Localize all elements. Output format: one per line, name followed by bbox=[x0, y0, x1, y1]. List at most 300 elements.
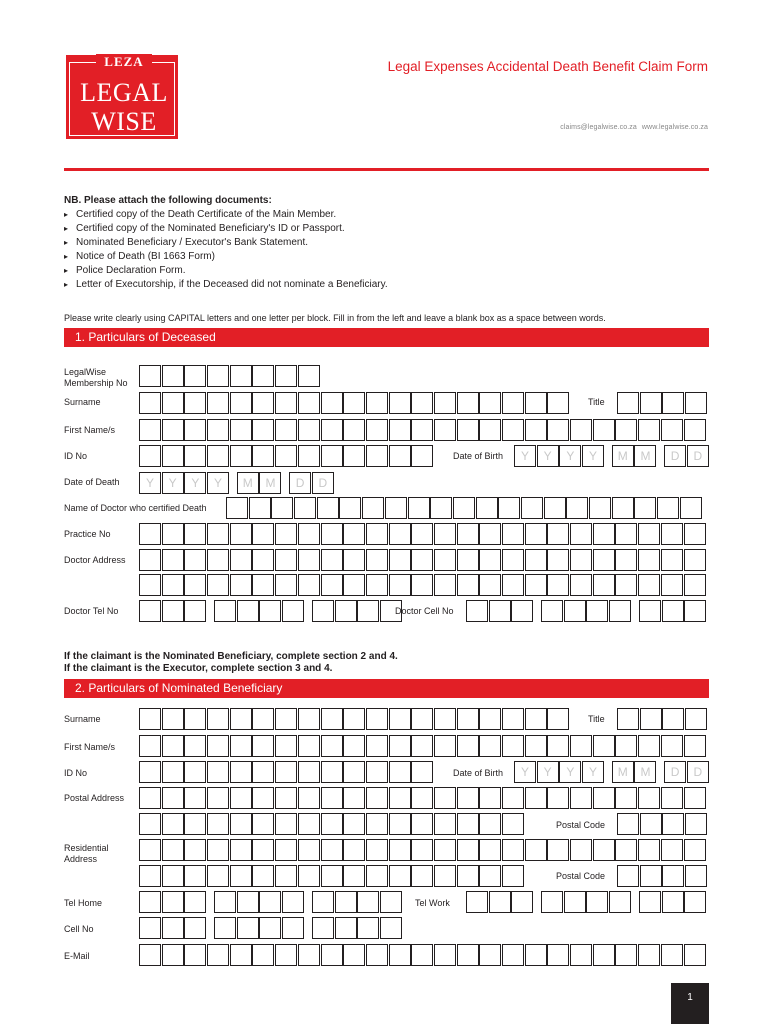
char-box[interactable] bbox=[662, 708, 684, 730]
char-box[interactable] bbox=[411, 419, 433, 441]
char-box[interactable] bbox=[162, 787, 184, 809]
char-box[interactable] bbox=[479, 787, 501, 809]
char-box[interactable] bbox=[661, 735, 683, 757]
char-box[interactable] bbox=[252, 365, 274, 387]
char-box[interactable] bbox=[502, 708, 524, 730]
char-box[interactable] bbox=[366, 761, 388, 783]
char-box[interactable] bbox=[162, 813, 184, 835]
char-box[interactable] bbox=[502, 735, 524, 757]
char-box[interactable] bbox=[237, 917, 259, 939]
char-box[interactable] bbox=[207, 944, 229, 966]
char-box[interactable] bbox=[661, 574, 683, 596]
char-box[interactable] bbox=[639, 600, 661, 622]
char-box[interactable] bbox=[547, 708, 569, 730]
char-box[interactable] bbox=[411, 549, 433, 571]
char-box[interactable] bbox=[389, 574, 411, 596]
char-box[interactable] bbox=[566, 497, 588, 519]
contact-website[interactable]: www.legalwise.co.za bbox=[641, 124, 708, 131]
char-box[interactable] bbox=[184, 839, 206, 861]
char-box[interactable]: D bbox=[664, 761, 686, 783]
char-box[interactable] bbox=[343, 445, 365, 467]
char-box[interactable] bbox=[638, 839, 660, 861]
char-box[interactable] bbox=[661, 419, 683, 441]
char-box[interactable] bbox=[638, 523, 660, 545]
char-box[interactable] bbox=[434, 419, 456, 441]
char-box[interactable] bbox=[207, 761, 229, 783]
char-box[interactable] bbox=[502, 865, 524, 887]
char-box[interactable] bbox=[389, 865, 411, 887]
char-box[interactable] bbox=[162, 445, 184, 467]
char-box[interactable] bbox=[479, 708, 501, 730]
char-box[interactable] bbox=[662, 600, 684, 622]
char-box[interactable] bbox=[275, 813, 297, 835]
char-box[interactable] bbox=[479, 549, 501, 571]
char-box[interactable] bbox=[502, 523, 524, 545]
char-box[interactable] bbox=[457, 865, 479, 887]
char-box[interactable] bbox=[457, 392, 479, 414]
contact-email[interactable]: claims@legalwise.co.za bbox=[560, 124, 637, 131]
char-box[interactable] bbox=[321, 761, 343, 783]
char-box[interactable] bbox=[476, 497, 498, 519]
char-box[interactable] bbox=[214, 600, 236, 622]
char-box[interactable] bbox=[252, 708, 274, 730]
char-box[interactable] bbox=[570, 944, 592, 966]
char-box[interactable] bbox=[479, 839, 501, 861]
char-box[interactable] bbox=[321, 787, 343, 809]
char-box[interactable] bbox=[638, 419, 660, 441]
char-box[interactable] bbox=[389, 549, 411, 571]
char-box[interactable] bbox=[298, 813, 320, 835]
char-box[interactable] bbox=[207, 735, 229, 757]
char-box[interactable] bbox=[489, 891, 511, 913]
char-box[interactable] bbox=[366, 574, 388, 596]
char-box[interactable] bbox=[298, 708, 320, 730]
char-box[interactable] bbox=[139, 813, 161, 835]
char-box[interactable] bbox=[335, 917, 357, 939]
char-box[interactable] bbox=[230, 445, 252, 467]
char-box[interactable] bbox=[541, 891, 563, 913]
char-box[interactable] bbox=[321, 735, 343, 757]
char-box[interactable] bbox=[498, 497, 520, 519]
char-box[interactable] bbox=[321, 865, 343, 887]
char-box[interactable] bbox=[207, 574, 229, 596]
char-box[interactable]: M bbox=[259, 472, 281, 494]
char-box[interactable] bbox=[366, 735, 388, 757]
char-box[interactable] bbox=[275, 708, 297, 730]
char-box[interactable] bbox=[366, 392, 388, 414]
char-box[interactable] bbox=[230, 549, 252, 571]
char-box[interactable] bbox=[298, 549, 320, 571]
char-box[interactable]: D bbox=[687, 445, 709, 467]
beneficiary-surname-field[interactable] bbox=[139, 708, 570, 730]
char-box[interactable] bbox=[162, 600, 184, 622]
char-box[interactable] bbox=[457, 813, 479, 835]
char-box[interactable] bbox=[366, 445, 388, 467]
date-of-birth-field[interactable] bbox=[514, 445, 710, 467]
char-box[interactable] bbox=[434, 839, 456, 861]
char-box[interactable] bbox=[298, 761, 320, 783]
char-box[interactable] bbox=[162, 944, 184, 966]
char-box[interactable] bbox=[343, 944, 365, 966]
char-box[interactable] bbox=[502, 813, 524, 835]
char-box[interactable] bbox=[564, 600, 586, 622]
char-box[interactable] bbox=[639, 891, 661, 913]
char-box[interactable] bbox=[230, 761, 252, 783]
char-box[interactable] bbox=[184, 735, 206, 757]
char-box[interactable] bbox=[466, 891, 488, 913]
char-box[interactable] bbox=[275, 787, 297, 809]
char-box[interactable] bbox=[139, 787, 161, 809]
char-box[interactable] bbox=[389, 761, 411, 783]
char-box[interactable] bbox=[408, 497, 430, 519]
char-box[interactable] bbox=[259, 917, 281, 939]
char-box[interactable] bbox=[275, 865, 297, 887]
char-box[interactable] bbox=[661, 549, 683, 571]
char-box[interactable] bbox=[184, 574, 206, 596]
char-box[interactable] bbox=[640, 708, 662, 730]
char-box[interactable] bbox=[366, 787, 388, 809]
char-box[interactable] bbox=[207, 708, 229, 730]
char-box[interactable] bbox=[184, 445, 206, 467]
char-box[interactable] bbox=[389, 445, 411, 467]
char-box[interactable] bbox=[434, 392, 456, 414]
char-box[interactable] bbox=[638, 549, 660, 571]
char-box[interactable] bbox=[380, 891, 402, 913]
char-box[interactable] bbox=[252, 445, 274, 467]
char-box[interactable]: Y bbox=[559, 445, 581, 467]
char-box[interactable] bbox=[612, 497, 634, 519]
char-box[interactable] bbox=[335, 600, 357, 622]
char-box[interactable] bbox=[617, 813, 639, 835]
char-box[interactable] bbox=[343, 735, 365, 757]
char-box[interactable] bbox=[282, 917, 304, 939]
char-box[interactable] bbox=[230, 708, 252, 730]
char-box[interactable] bbox=[479, 392, 501, 414]
char-box[interactable] bbox=[252, 574, 274, 596]
char-box[interactable] bbox=[139, 865, 161, 887]
char-box[interactable] bbox=[237, 600, 259, 622]
char-box[interactable] bbox=[139, 735, 161, 757]
char-box[interactable] bbox=[298, 574, 320, 596]
title-field[interactable] bbox=[617, 392, 708, 414]
char-box[interactable] bbox=[230, 523, 252, 545]
char-box[interactable] bbox=[357, 600, 379, 622]
char-box[interactable] bbox=[661, 523, 683, 545]
char-box[interactable] bbox=[139, 523, 161, 545]
char-box[interactable] bbox=[525, 523, 547, 545]
char-box[interactable] bbox=[457, 549, 479, 571]
char-box[interactable] bbox=[593, 735, 615, 757]
char-box[interactable] bbox=[275, 549, 297, 571]
char-box[interactable] bbox=[366, 549, 388, 571]
char-box[interactable] bbox=[259, 891, 281, 913]
char-box[interactable] bbox=[207, 365, 229, 387]
char-box[interactable] bbox=[525, 574, 547, 596]
char-box[interactable] bbox=[298, 787, 320, 809]
char-box[interactable] bbox=[479, 944, 501, 966]
char-box[interactable] bbox=[357, 891, 379, 913]
char-box[interactable] bbox=[139, 392, 161, 414]
char-box[interactable]: Y bbox=[514, 445, 536, 467]
char-box[interactable] bbox=[214, 891, 236, 913]
char-box[interactable] bbox=[570, 549, 592, 571]
residential-postal-code-field[interactable] bbox=[617, 865, 708, 887]
char-box[interactable] bbox=[298, 365, 320, 387]
char-box[interactable] bbox=[457, 735, 479, 757]
char-box[interactable] bbox=[615, 735, 637, 757]
email-field[interactable] bbox=[139, 944, 706, 966]
char-box[interactable] bbox=[547, 735, 569, 757]
char-box[interactable] bbox=[162, 708, 184, 730]
char-box[interactable]: Y bbox=[537, 761, 559, 783]
char-box[interactable]: Y bbox=[559, 761, 581, 783]
char-box[interactable] bbox=[139, 365, 161, 387]
char-box[interactable] bbox=[184, 891, 206, 913]
tel-work-field[interactable] bbox=[466, 891, 707, 913]
char-box[interactable] bbox=[207, 392, 229, 414]
char-box[interactable] bbox=[593, 523, 615, 545]
char-box[interactable] bbox=[502, 392, 524, 414]
char-box[interactable]: M bbox=[634, 445, 656, 467]
char-box[interactable] bbox=[502, 839, 524, 861]
char-box[interactable] bbox=[544, 497, 566, 519]
char-box[interactable] bbox=[321, 944, 343, 966]
char-box[interactable] bbox=[317, 497, 339, 519]
char-box[interactable] bbox=[434, 787, 456, 809]
char-box[interactable] bbox=[162, 574, 184, 596]
char-box[interactable] bbox=[252, 813, 274, 835]
char-box[interactable] bbox=[162, 761, 184, 783]
char-box[interactable] bbox=[389, 419, 411, 441]
char-box[interactable] bbox=[298, 865, 320, 887]
char-box[interactable] bbox=[230, 574, 252, 596]
surname-field[interactable] bbox=[139, 392, 570, 414]
char-box[interactable] bbox=[411, 944, 433, 966]
char-box[interactable] bbox=[525, 839, 547, 861]
char-box[interactable] bbox=[617, 392, 639, 414]
char-box[interactable] bbox=[312, 917, 334, 939]
doctor-address-field-line2[interactable] bbox=[139, 574, 706, 596]
tel-home-field[interactable] bbox=[139, 891, 403, 913]
char-box[interactable] bbox=[275, 365, 297, 387]
residential-address-field[interactable] bbox=[139, 839, 706, 861]
char-box[interactable] bbox=[389, 787, 411, 809]
char-box[interactable] bbox=[230, 839, 252, 861]
char-box[interactable] bbox=[525, 549, 547, 571]
char-box[interactable] bbox=[226, 497, 248, 519]
char-box[interactable] bbox=[366, 708, 388, 730]
char-box[interactable] bbox=[411, 787, 433, 809]
char-box[interactable] bbox=[411, 445, 433, 467]
char-box[interactable] bbox=[389, 944, 411, 966]
date-of-death-field[interactable] bbox=[139, 472, 335, 494]
char-box[interactable] bbox=[411, 813, 433, 835]
char-box[interactable] bbox=[685, 813, 707, 835]
char-box[interactable] bbox=[661, 839, 683, 861]
char-box[interactable] bbox=[502, 419, 524, 441]
char-box[interactable] bbox=[615, 839, 637, 861]
char-box[interactable] bbox=[685, 708, 707, 730]
char-box[interactable] bbox=[207, 523, 229, 545]
char-box[interactable] bbox=[366, 523, 388, 545]
char-box[interactable] bbox=[184, 523, 206, 545]
char-box[interactable] bbox=[662, 813, 684, 835]
char-box[interactable] bbox=[237, 891, 259, 913]
char-box[interactable] bbox=[139, 445, 161, 467]
char-box[interactable] bbox=[615, 574, 637, 596]
char-box[interactable] bbox=[230, 813, 252, 835]
char-box[interactable] bbox=[207, 839, 229, 861]
char-box[interactable] bbox=[275, 944, 297, 966]
char-box[interactable] bbox=[615, 944, 637, 966]
char-box[interactable] bbox=[547, 944, 569, 966]
char-box[interactable]: Y bbox=[207, 472, 229, 494]
char-box[interactable] bbox=[684, 419, 706, 441]
char-box[interactable] bbox=[640, 392, 662, 414]
char-box[interactable] bbox=[411, 392, 433, 414]
char-box[interactable] bbox=[609, 600, 631, 622]
char-box[interactable] bbox=[684, 944, 706, 966]
char-box[interactable]: Y bbox=[184, 472, 206, 494]
char-box[interactable] bbox=[525, 392, 547, 414]
char-box[interactable] bbox=[434, 708, 456, 730]
char-box[interactable] bbox=[615, 419, 637, 441]
char-box[interactable] bbox=[547, 392, 569, 414]
char-box[interactable] bbox=[139, 839, 161, 861]
char-box[interactable] bbox=[139, 549, 161, 571]
char-box[interactable] bbox=[411, 708, 433, 730]
char-box[interactable] bbox=[525, 944, 547, 966]
char-box[interactable]: D bbox=[312, 472, 334, 494]
char-box[interactable] bbox=[321, 392, 343, 414]
char-box[interactable]: D bbox=[289, 472, 311, 494]
char-box[interactable] bbox=[434, 549, 456, 571]
char-box[interactable] bbox=[434, 735, 456, 757]
doctor-cell-field[interactable] bbox=[466, 600, 707, 622]
char-box[interactable] bbox=[638, 735, 660, 757]
char-box[interactable] bbox=[479, 735, 501, 757]
char-box[interactable] bbox=[541, 600, 563, 622]
char-box[interactable] bbox=[139, 600, 161, 622]
char-box[interactable] bbox=[457, 787, 479, 809]
doctor-name-field[interactable] bbox=[226, 497, 702, 519]
char-box[interactable] bbox=[252, 735, 274, 757]
beneficiary-first-names-field[interactable] bbox=[139, 735, 706, 757]
char-box[interactable] bbox=[294, 497, 316, 519]
char-box[interactable] bbox=[343, 813, 365, 835]
char-box[interactable] bbox=[502, 787, 524, 809]
char-box[interactable] bbox=[457, 574, 479, 596]
char-box[interactable] bbox=[252, 787, 274, 809]
char-box[interactable] bbox=[275, 735, 297, 757]
char-box[interactable] bbox=[139, 917, 161, 939]
char-box[interactable] bbox=[249, 497, 271, 519]
char-box[interactable] bbox=[343, 865, 365, 887]
char-box[interactable]: Y bbox=[514, 761, 536, 783]
char-box[interactable] bbox=[547, 549, 569, 571]
char-box[interactable] bbox=[230, 365, 252, 387]
char-box[interactable] bbox=[489, 600, 511, 622]
membership-no-field[interactable] bbox=[139, 365, 321, 387]
char-box[interactable] bbox=[389, 523, 411, 545]
char-box[interactable]: D bbox=[687, 761, 709, 783]
char-box[interactable] bbox=[275, 839, 297, 861]
char-box[interactable] bbox=[589, 497, 611, 519]
char-box[interactable] bbox=[502, 574, 524, 596]
char-box[interactable] bbox=[617, 865, 639, 887]
char-box[interactable] bbox=[184, 917, 206, 939]
char-box[interactable] bbox=[252, 392, 274, 414]
char-box[interactable] bbox=[411, 574, 433, 596]
char-box[interactable] bbox=[586, 600, 608, 622]
char-box[interactable] bbox=[457, 839, 479, 861]
char-box[interactable] bbox=[634, 497, 656, 519]
char-box[interactable] bbox=[479, 813, 501, 835]
char-box[interactable] bbox=[684, 549, 706, 571]
char-box[interactable] bbox=[139, 574, 161, 596]
char-box[interactable] bbox=[615, 523, 637, 545]
char-box[interactable] bbox=[661, 944, 683, 966]
beneficiary-dob-field[interactable] bbox=[514, 761, 710, 783]
char-box[interactable] bbox=[343, 761, 365, 783]
char-box[interactable] bbox=[230, 392, 252, 414]
char-box[interactable] bbox=[684, 839, 706, 861]
char-box[interactable] bbox=[207, 445, 229, 467]
char-box[interactable] bbox=[570, 735, 592, 757]
char-box[interactable] bbox=[207, 813, 229, 835]
char-box[interactable] bbox=[511, 600, 533, 622]
char-box[interactable] bbox=[162, 549, 184, 571]
char-box[interactable] bbox=[312, 891, 334, 913]
char-box[interactable] bbox=[547, 523, 569, 545]
char-box[interactable] bbox=[570, 419, 592, 441]
char-box[interactable] bbox=[479, 865, 501, 887]
char-box[interactable] bbox=[139, 891, 161, 913]
char-box[interactable] bbox=[230, 419, 252, 441]
char-box[interactable] bbox=[343, 392, 365, 414]
char-box[interactable] bbox=[282, 600, 304, 622]
char-box[interactable] bbox=[275, 445, 297, 467]
char-box[interactable] bbox=[275, 523, 297, 545]
char-box[interactable] bbox=[411, 761, 433, 783]
char-box[interactable] bbox=[662, 891, 684, 913]
char-box[interactable] bbox=[207, 787, 229, 809]
char-box[interactable]: D bbox=[664, 445, 686, 467]
char-box[interactable] bbox=[357, 917, 379, 939]
char-box[interactable]: M bbox=[612, 445, 634, 467]
char-box[interactable] bbox=[411, 865, 433, 887]
char-box[interactable] bbox=[339, 497, 361, 519]
char-box[interactable] bbox=[570, 523, 592, 545]
char-box[interactable] bbox=[275, 574, 297, 596]
char-box[interactable] bbox=[453, 497, 475, 519]
cell-no-field[interactable] bbox=[139, 917, 403, 939]
char-box[interactable] bbox=[366, 419, 388, 441]
char-box[interactable]: Y bbox=[139, 472, 161, 494]
char-box[interactable] bbox=[207, 865, 229, 887]
char-box[interactable] bbox=[389, 392, 411, 414]
char-box[interactable] bbox=[275, 392, 297, 414]
char-box[interactable] bbox=[162, 392, 184, 414]
char-box[interactable] bbox=[547, 787, 569, 809]
char-box[interactable] bbox=[184, 600, 206, 622]
char-box[interactable] bbox=[298, 445, 320, 467]
char-box[interactable] bbox=[252, 419, 274, 441]
residential-address-field-line2[interactable] bbox=[139, 865, 525, 887]
postal-address-field-line2[interactable] bbox=[139, 813, 525, 835]
postal-address-field[interactable] bbox=[139, 787, 706, 809]
char-box[interactable] bbox=[162, 735, 184, 757]
